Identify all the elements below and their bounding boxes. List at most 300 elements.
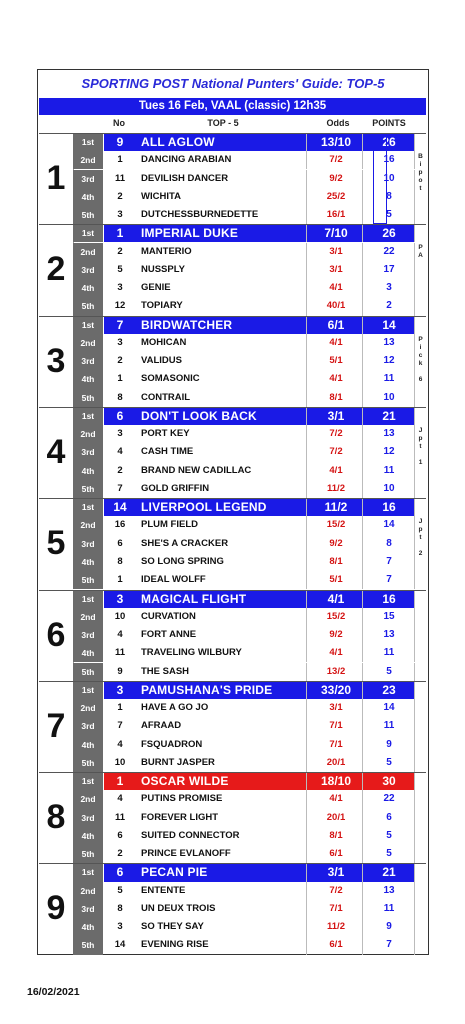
points-value: 5 bbox=[386, 756, 392, 768]
race-number: 6 bbox=[39, 590, 74, 681]
runner-number: 3 bbox=[116, 682, 124, 697]
runner-row bbox=[73, 900, 427, 918]
horse-name: AFRAAD bbox=[141, 720, 182, 732]
position-label: 2nd bbox=[73, 699, 103, 717]
exotic-bet-letter: t bbox=[419, 442, 422, 450]
points-value: 7 bbox=[386, 574, 392, 586]
runner-row bbox=[73, 243, 427, 261]
runner-number: 1 bbox=[116, 774, 124, 789]
top-pick-row bbox=[73, 863, 427, 881]
odds-divider bbox=[306, 553, 307, 571]
odds-value: 13/10 bbox=[320, 135, 352, 149]
odds-divider bbox=[306, 261, 307, 279]
odds-divider bbox=[306, 918, 307, 936]
runner-number: 2 bbox=[117, 245, 123, 257]
runner-row bbox=[73, 480, 427, 498]
exotic-bet-letter: A bbox=[418, 252, 423, 260]
horse-name: SHE'S A CRACKER bbox=[141, 537, 229, 549]
odds-divider bbox=[306, 699, 307, 717]
position-label: 3rd bbox=[73, 352, 103, 370]
horse-name: THE SASH bbox=[141, 665, 190, 677]
horse-name: LIVERPOOL LEGEND bbox=[141, 500, 267, 515]
horse-name: IDEAL WOLFF bbox=[141, 574, 206, 586]
odds-divider bbox=[306, 389, 307, 407]
odds-value: 7/2 bbox=[329, 446, 343, 458]
points-value: 10 bbox=[383, 391, 395, 403]
top-pick-row bbox=[73, 224, 427, 242]
exotic-bet-note bbox=[414, 681, 427, 772]
points-value: 5 bbox=[386, 829, 392, 841]
punters-guide-sheet bbox=[37, 69, 429, 955]
odds-divider bbox=[306, 516, 307, 534]
position-label: 1st bbox=[73, 224, 103, 242]
runner-number: 6 bbox=[116, 408, 124, 423]
points-divider bbox=[362, 206, 363, 224]
race-divider bbox=[39, 407, 426, 408]
odds-value: 4/1 bbox=[329, 464, 343, 476]
odds-divider bbox=[306, 663, 307, 681]
race-number: 7 bbox=[39, 681, 74, 772]
points-value: 16 bbox=[382, 500, 396, 515]
points-divider bbox=[362, 754, 363, 772]
exotic-bet-note bbox=[414, 133, 427, 224]
odds-divider bbox=[306, 170, 307, 188]
points-divider bbox=[362, 370, 363, 388]
points-divider bbox=[362, 316, 363, 334]
odds-value: 3/1 bbox=[329, 702, 343, 714]
horse-name: SUITED CONNECTOR bbox=[141, 829, 240, 841]
points-value: 14 bbox=[382, 317, 396, 332]
horse-name: ENTENTE bbox=[141, 884, 186, 896]
odds-divider bbox=[306, 863, 307, 881]
runner-number: 5 bbox=[117, 884, 123, 896]
odds-value: 3/1 bbox=[329, 245, 343, 257]
position-label: 2nd bbox=[73, 151, 103, 169]
odds-value: 11/2 bbox=[327, 482, 345, 494]
points-divider bbox=[362, 663, 363, 681]
horse-name: DEVILISH DANCER bbox=[141, 172, 229, 184]
odds-divider bbox=[306, 590, 307, 608]
runner-number: 3 bbox=[117, 282, 123, 294]
odds-divider bbox=[306, 644, 307, 662]
runner-number: 8 bbox=[117, 902, 123, 914]
odds-value: 4/1 bbox=[329, 647, 343, 659]
exotic-bet-letter: p bbox=[418, 434, 423, 442]
odds-divider bbox=[306, 151, 307, 169]
position-label: 4th bbox=[73, 370, 103, 388]
horse-name: PECAN PIE bbox=[141, 865, 208, 880]
position-label: 3rd bbox=[73, 809, 103, 827]
position-label: 5th bbox=[73, 480, 103, 498]
position-label: 2nd bbox=[73, 334, 103, 352]
position-label: 5th bbox=[73, 297, 103, 315]
runner-number: 6 bbox=[117, 829, 123, 841]
points-value: 23 bbox=[382, 682, 396, 697]
points-value: 21 bbox=[382, 408, 396, 423]
position-label: 4th bbox=[73, 462, 103, 480]
exotic-bet-letter: 6 bbox=[418, 375, 423, 383]
position-label: 4th bbox=[73, 553, 103, 571]
position-label: 1st bbox=[73, 498, 103, 516]
points-value: 11 bbox=[383, 464, 395, 476]
points-value: 10 bbox=[383, 482, 395, 494]
horse-name: FOREVER LIGHT bbox=[141, 811, 219, 823]
points-divider bbox=[362, 352, 363, 370]
odds-divider bbox=[306, 608, 307, 626]
race-number: 2 bbox=[39, 224, 74, 315]
points-value: 14 bbox=[383, 519, 395, 531]
odds-divider bbox=[306, 845, 307, 863]
points-value: 17 bbox=[383, 263, 395, 275]
points-divider bbox=[362, 717, 363, 735]
points-value: 12 bbox=[383, 355, 395, 367]
runner-number: 3 bbox=[117, 921, 123, 933]
position-label: 2nd bbox=[73, 425, 103, 443]
points-value: 13 bbox=[383, 884, 395, 896]
runner-number: 14 bbox=[113, 500, 127, 515]
points-value: 22 bbox=[383, 245, 395, 257]
runner-number: 2 bbox=[117, 848, 123, 860]
race-block-9 bbox=[39, 863, 427, 954]
points-value: 6 bbox=[386, 811, 392, 823]
odds-divider bbox=[306, 809, 307, 827]
runner-row bbox=[73, 936, 427, 954]
horse-name: BIRDWATCHER bbox=[141, 317, 233, 332]
odds-value: 8/1 bbox=[329, 555, 343, 567]
col-header-points: POINTS bbox=[372, 118, 406, 128]
runner-row bbox=[73, 754, 427, 772]
bipot-box bbox=[373, 135, 387, 224]
position-label: 3rd bbox=[73, 261, 103, 279]
runner-row bbox=[73, 845, 427, 863]
col-header-odds: Odds bbox=[326, 118, 350, 128]
race-number: 9 bbox=[39, 863, 74, 954]
horse-name: GOLD GRIFFIN bbox=[141, 482, 210, 494]
race-divider bbox=[39, 316, 426, 317]
points-divider bbox=[362, 936, 363, 954]
points-value: 16 bbox=[383, 154, 395, 166]
odds-divider bbox=[306, 224, 307, 242]
exotic-bet-note bbox=[414, 863, 427, 954]
race-block-7 bbox=[39, 681, 427, 772]
runner-number: 11 bbox=[114, 811, 126, 823]
runner-row bbox=[73, 882, 427, 900]
odds-value: 7/2 bbox=[329, 428, 343, 440]
exotic-bet-letter: i bbox=[419, 161, 422, 168]
horse-name: SO LONG SPRING bbox=[141, 555, 224, 567]
odds-value: 4/1 bbox=[327, 591, 345, 606]
points-divider bbox=[362, 882, 363, 900]
race-number: 8 bbox=[39, 772, 74, 863]
points-divider bbox=[362, 644, 363, 662]
runner-row bbox=[73, 389, 427, 407]
runner-number: 4 bbox=[117, 793, 123, 805]
horse-name: BRAND NEW CADILLAC bbox=[141, 464, 252, 476]
position-label: 2nd bbox=[73, 608, 103, 626]
odds-divider bbox=[306, 571, 307, 589]
runner-number: 1 bbox=[117, 574, 123, 586]
points-value: 5 bbox=[386, 665, 392, 677]
points-divider bbox=[362, 334, 363, 352]
runner-number: 5 bbox=[117, 263, 123, 275]
points-divider bbox=[362, 224, 363, 242]
points-divider bbox=[362, 590, 363, 608]
runner-number: 16 bbox=[114, 519, 126, 531]
position-label: 1st bbox=[73, 772, 103, 790]
points-divider bbox=[362, 845, 363, 863]
exotic-bet-letter: 2 bbox=[418, 550, 423, 558]
points-value: 7 bbox=[386, 555, 392, 567]
odds-divider bbox=[306, 370, 307, 388]
race-divider bbox=[39, 772, 426, 773]
runner-row bbox=[73, 535, 427, 553]
position-label: 4th bbox=[73, 827, 103, 845]
exotic-bet-letter: k bbox=[418, 359, 423, 367]
horse-name: ALL AGLOW bbox=[141, 135, 215, 149]
odds-value: 25/2 bbox=[326, 190, 346, 202]
position-label: 1st bbox=[73, 133, 103, 151]
exotic-bet-note bbox=[414, 224, 427, 315]
horse-name: PLUM FIELD bbox=[141, 519, 198, 531]
runner-number: 2 bbox=[117, 464, 123, 476]
points-divider bbox=[362, 243, 363, 261]
top-pick-row bbox=[73, 498, 427, 516]
horse-name: TOPIARY bbox=[141, 300, 183, 312]
odds-value: 33/20 bbox=[320, 682, 352, 697]
points-divider bbox=[362, 626, 363, 644]
horse-name: VALIDUS bbox=[141, 355, 182, 367]
points-value: 30 bbox=[382, 774, 396, 789]
exotic-bet-note bbox=[414, 498, 427, 589]
odds-value: 5/1 bbox=[329, 355, 343, 367]
odds-divider bbox=[306, 681, 307, 699]
exotic-bet-letter: 1 bbox=[418, 458, 423, 466]
odds-value: 4/1 bbox=[329, 336, 343, 348]
horse-name: CASH TIME bbox=[141, 446, 194, 458]
runner-row bbox=[73, 462, 427, 480]
points-divider bbox=[362, 918, 363, 936]
points-value: 11 bbox=[383, 902, 395, 914]
runner-number: 10 bbox=[114, 756, 126, 768]
points-value: 15 bbox=[383, 610, 395, 622]
race-number: 3 bbox=[39, 316, 74, 407]
horse-name: MANTERIO bbox=[141, 245, 192, 257]
points-divider bbox=[362, 443, 363, 461]
odds-divider bbox=[306, 498, 307, 516]
runner-row bbox=[73, 279, 427, 297]
position-label: 5th bbox=[73, 845, 103, 863]
exotic-bet-letter: p bbox=[418, 526, 423, 534]
odds-divider bbox=[306, 243, 307, 261]
position-label: 5th bbox=[73, 663, 103, 681]
horse-name: FORT ANNE bbox=[141, 629, 197, 641]
horse-name: MAGICAL FLIGHT bbox=[141, 591, 247, 606]
odds-value: 40/1 bbox=[326, 300, 346, 312]
runner-row bbox=[73, 736, 427, 754]
race-divider bbox=[39, 681, 426, 682]
points-divider bbox=[362, 809, 363, 827]
exotic-bet-letter: o bbox=[418, 177, 423, 184]
race-divider bbox=[39, 224, 426, 225]
runner-number: 3 bbox=[117, 428, 123, 440]
runner-number: 4 bbox=[117, 446, 123, 458]
points-divider bbox=[362, 827, 363, 845]
points-value: 7 bbox=[386, 939, 392, 951]
horse-name: MOHICAN bbox=[141, 336, 187, 348]
odds-divider bbox=[306, 407, 307, 425]
odds-divider bbox=[306, 133, 307, 151]
top-pick-row bbox=[73, 681, 427, 699]
position-label: 4th bbox=[73, 279, 103, 297]
odds-divider bbox=[306, 535, 307, 553]
odds-value: 20/1 bbox=[326, 811, 346, 823]
race-divider bbox=[39, 498, 426, 499]
points-divider bbox=[362, 535, 363, 553]
horse-name: IMPERIAL DUKE bbox=[141, 226, 239, 241]
runner-row bbox=[73, 809, 427, 827]
runner-row bbox=[73, 516, 427, 534]
points-value: 3 bbox=[386, 282, 392, 294]
position-label: 5th bbox=[73, 754, 103, 772]
points-value: 8 bbox=[386, 537, 392, 549]
race-block-4 bbox=[39, 407, 427, 498]
horse-name: GENIE bbox=[141, 282, 171, 294]
points-divider bbox=[362, 188, 363, 206]
race-block-5 bbox=[39, 498, 427, 589]
odds-value: 20/1 bbox=[326, 756, 346, 768]
horse-name: CONTRAIL bbox=[141, 391, 191, 403]
position-label: 3rd bbox=[73, 535, 103, 553]
runner-row bbox=[73, 334, 427, 352]
odds-divider bbox=[306, 188, 307, 206]
top-pick-row bbox=[73, 316, 427, 334]
horse-name: DANCING ARABIAN bbox=[141, 154, 232, 166]
runner-row bbox=[73, 644, 427, 662]
points-divider bbox=[362, 425, 363, 443]
odds-value: 4/1 bbox=[329, 282, 343, 294]
position-label: 3rd bbox=[73, 443, 103, 461]
points-divider bbox=[362, 772, 363, 790]
exotic-bet-letter bbox=[414, 368, 427, 376]
exotic-bet-note bbox=[414, 316, 427, 407]
exotic-bet-letter: B bbox=[418, 153, 423, 160]
points-value: 22 bbox=[383, 793, 395, 805]
odds-divider bbox=[306, 279, 307, 297]
exotic-bet-letter: P bbox=[418, 335, 423, 343]
horse-name: PAMUSHANA'S PRIDE bbox=[141, 682, 273, 697]
points-value: 12 bbox=[383, 446, 395, 458]
points-value: 13 bbox=[383, 428, 395, 440]
points-divider bbox=[362, 170, 363, 188]
odds-value: 9/2 bbox=[329, 629, 343, 641]
points-divider bbox=[362, 900, 363, 918]
horse-name: PORT KEY bbox=[141, 428, 190, 440]
runner-row bbox=[73, 918, 427, 936]
runner-number: 1 bbox=[117, 373, 123, 385]
race-block-1 bbox=[39, 133, 427, 224]
position-label: 5th bbox=[73, 206, 103, 224]
position-label: 2nd bbox=[73, 243, 103, 261]
runner-number: 4 bbox=[117, 629, 123, 641]
odds-value: 16/1 bbox=[326, 209, 346, 221]
col-header-top5: TOP - 5 bbox=[207, 118, 239, 128]
points-divider bbox=[362, 498, 363, 516]
runner-number: 9 bbox=[117, 665, 123, 677]
points-value: 13 bbox=[383, 629, 395, 641]
position-label: 5th bbox=[73, 389, 103, 407]
horse-name: PRINCE EVLANOFF bbox=[141, 848, 231, 860]
horse-name: FSQUADRON bbox=[141, 738, 203, 750]
points-value: 2 bbox=[386, 300, 392, 312]
odds-value: 8/1 bbox=[329, 829, 343, 841]
horse-name: DUTCHESSBURNEDETTE bbox=[141, 209, 259, 221]
runner-number: 7 bbox=[117, 482, 123, 494]
position-label: 4th bbox=[73, 644, 103, 662]
exotic-bet-letter: p bbox=[418, 169, 423, 176]
race-divider bbox=[39, 590, 426, 591]
points-value: 11 bbox=[383, 373, 395, 385]
exotic-bet-letter bbox=[414, 542, 427, 550]
odds-value: 4/1 bbox=[329, 373, 343, 385]
points-divider bbox=[362, 297, 363, 315]
position-label: 5th bbox=[73, 936, 103, 954]
odds-value: 4/1 bbox=[329, 793, 343, 805]
meeting-subtitle: Tues 16 Feb, VAAL (classic) 12h35 bbox=[39, 98, 426, 115]
race-number: 5 bbox=[39, 498, 74, 589]
odds-value: 15/2 bbox=[326, 610, 346, 622]
odds-divider bbox=[306, 480, 307, 498]
points-divider bbox=[362, 151, 363, 169]
points-divider bbox=[362, 699, 363, 717]
odds-value: 9/2 bbox=[329, 172, 343, 184]
odds-value: 8/1 bbox=[329, 391, 343, 403]
points-divider bbox=[362, 516, 363, 534]
points-value: 10 bbox=[383, 172, 395, 184]
runner-row bbox=[73, 571, 427, 589]
odds-divider bbox=[306, 717, 307, 735]
position-label: 1st bbox=[73, 681, 103, 699]
points-divider bbox=[362, 133, 363, 151]
points-divider bbox=[362, 736, 363, 754]
horse-name: DON'T LOOK BACK bbox=[141, 408, 257, 423]
position-label: 3rd bbox=[73, 900, 103, 918]
race-number: 1 bbox=[39, 133, 74, 224]
runner-row bbox=[73, 717, 427, 735]
odds-value: 7/1 bbox=[329, 720, 343, 732]
race-number: 4 bbox=[39, 407, 74, 498]
points-value: 21 bbox=[382, 865, 396, 880]
odds-divider bbox=[306, 334, 307, 352]
runner-row bbox=[73, 626, 427, 644]
points-divider bbox=[362, 681, 363, 699]
runner-number: 7 bbox=[117, 720, 123, 732]
odds-divider bbox=[306, 900, 307, 918]
runner-number: 4 bbox=[117, 738, 123, 750]
runner-number: 8 bbox=[117, 391, 123, 403]
exotic-bet-letter: t bbox=[419, 185, 422, 192]
horse-name: TRAVELING WILBURY bbox=[141, 647, 242, 659]
exotic-bet-letter: P bbox=[418, 244, 423, 252]
runner-row bbox=[73, 553, 427, 571]
position-label: 1st bbox=[73, 863, 103, 881]
runner-number: 3 bbox=[117, 209, 123, 221]
horse-name: EVENING RISE bbox=[141, 939, 209, 951]
runner-row bbox=[73, 790, 427, 808]
position-label: 2nd bbox=[73, 516, 103, 534]
horse-name: BURNT JASPER bbox=[141, 756, 215, 768]
odds-divider bbox=[306, 754, 307, 772]
top-pick-row bbox=[73, 590, 427, 608]
